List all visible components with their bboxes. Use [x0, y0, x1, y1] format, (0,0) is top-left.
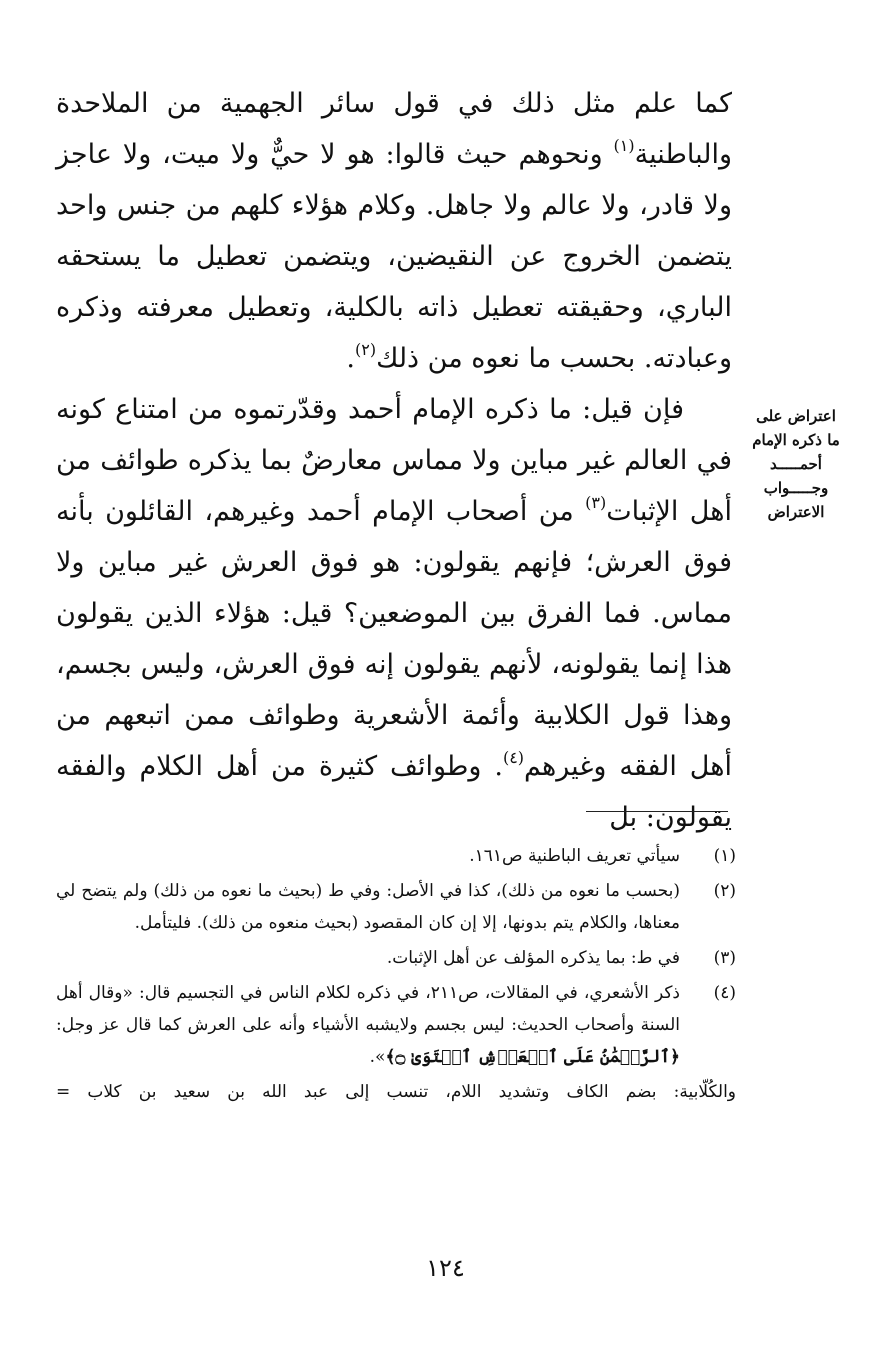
footnote-number: (١): [713, 846, 736, 866]
footnote-text: في ط: بما يذكره المؤلف عن أهل الإثبات.: [386, 948, 680, 968]
paragraph-2-text-c: . وطوائف كثيرة من أهل الكلام والفقه يقولون: بل: [56, 751, 732, 833]
quran-verse: ﴿ٱلرَّحۡمَٰنُ عَلَى ٱلۡعَرۡشِ ٱسۡتَوَىٰ ۝﴾: [385, 1047, 680, 1067]
footnote-ref-1: (١): [613, 136, 635, 155]
margin-note-line: أحمـــــد: [770, 455, 822, 473]
paragraph-1-text-b: ونحوهم حيث قالوا: هو لا حيٌّ ولا ميت، ولا عاجز ولا قادر، ولا عالم ولا جاهل. وكلام هؤلاء كلهم من جنس واحد يتضمن الخروج عن النقيضين، ويتضمن تعطيل ما يستحقه الباري، وحقيقته تعطيل ذاته بالكلية، وتعطيل معرفته وذكره وعبادته. بحسب ما نعوه من ذلك: [56, 139, 732, 374]
footnote-ref-2: (٢): [354, 340, 377, 359]
margin-note-line: وجـــــواب: [763, 479, 829, 497]
margin-note-line: ما ذكره الإمام: [752, 431, 840, 449]
footnote-3: [56, 942, 736, 974]
paragraph-2-text-b: من أصحاب الإمام أحمد وغيرهم، القائلون بأنه فوق العرش؛ فإنهم يقولون: هو فوق العرش غير مباين ولا مماس. فما الفرق بين الموضعين؟ قيل: هؤلاء الذين يقولون هذا إنما يقولونه، لأنهم يقولون إنه فوق العرش، وليس بجسم، وهذا قول الكلابية وأئمة الأشعرية وطوائف ممن اتبعهم من أهل الفقه وغيرهم: [56, 496, 732, 782]
footnote-1: [56, 840, 736, 872]
footnote-number: (٣): [713, 948, 736, 968]
footnote-continuation: والكُلّابية: بضم الكاف وتشديد اللام، تنسب إلى عبد الله بن سعيد بن كلاب =: [56, 1082, 736, 1102]
footnote-separator: [586, 811, 728, 812]
footnote-ref-3: (٣): [585, 493, 607, 512]
paragraph-2-text-a: فإن قيل: ما ذكره الإمام أحمد وقدّرتموه من امتناع كونه في العالم غير مباين ولا مماس معارضٌ بما يذكره طوائف من أهل الإثبات: [56, 394, 732, 527]
paragraph-1-text-a: كما علم مثل ذلك في قول سائر الجهمية من الملاحدة والباطنية: [56, 88, 732, 170]
footnote-text: (بحسب ما نعوه من ذلك)، كذا في الأصل: وفي ط (بحيث ما نعوه من ذلك) ولم يتضح لي معناها، والكلام يتم بدونها، إلا إن كان المقصود (بحيث منعوه من ذلك). فليتأمل.: [56, 881, 680, 933]
paragraph-1-text-c: .: [346, 343, 355, 374]
footnote-text: سيأتي تعريف الباطنية ص١٦١.: [469, 846, 680, 866]
footnotes: [56, 840, 736, 1108]
footnote-4: [56, 977, 736, 1073]
footnote-number: (٤): [713, 983, 736, 1003]
footnote-2: [56, 875, 736, 939]
footnote-ref-4: (٤): [502, 748, 525, 767]
margin-note-line: الاعتراض: [767, 503, 825, 521]
page-number: ١٢٤: [426, 1254, 465, 1282]
footnote-text: ذكر الأشعري، في المقالات، ص٢١١، في ذكره لكلام الناس في التجسيم قال: «وقال أهل السنة وأصحاب الحديث: ليس بجسم ولايشبه الأشياء وأنه على العرش كما قال عز وجل:: [56, 983, 680, 1035]
footnote-text-end: ».: [369, 1047, 386, 1067]
margin-note-line: اعتراض على: [756, 407, 836, 425]
paragraph-2: [56, 384, 732, 843]
margin-note: [748, 404, 844, 524]
paragraph-1: [56, 78, 732, 384]
footnote-number: (٢): [713, 881, 736, 901]
